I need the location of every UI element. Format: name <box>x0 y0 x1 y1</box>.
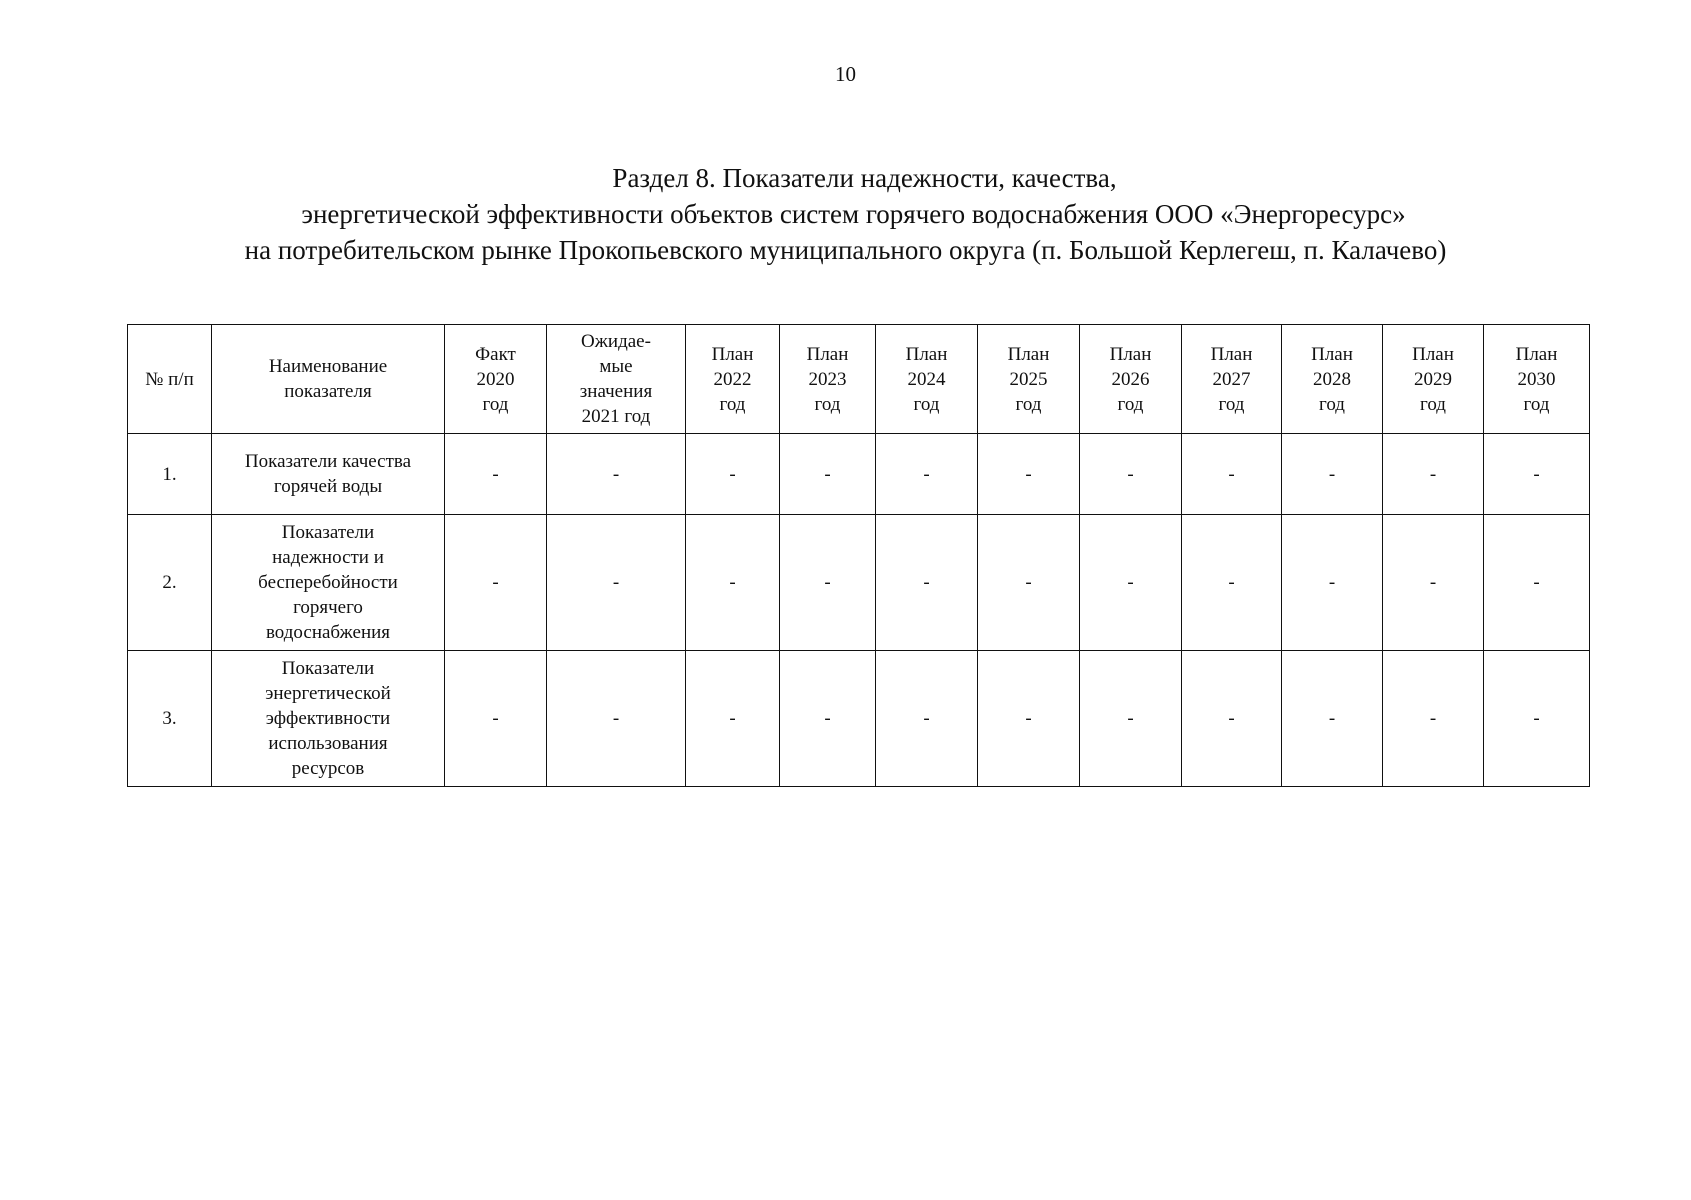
row-indicator-name: Показатели энергетической эффективности использования ресурсов <box>212 651 445 787</box>
row-indicator-name: Показатели качества горячей воды <box>212 434 445 515</box>
section-title-line-1: Раздел 8. Показатели надежности, качества, <box>612 163 1117 193</box>
cell-plan-2028: - <box>1282 515 1383 651</box>
row-number: 2. <box>128 515 212 651</box>
cell-plan-2025: - <box>978 651 1080 787</box>
cell-plan-2024: - <box>876 651 978 787</box>
row-indicator-name: Показатели надежности и бесперебойности горячего водоснабжения <box>212 515 445 651</box>
indicators-table-container <box>127 324 1590 787</box>
cell-plan-2028: - <box>1282 651 1383 787</box>
section-title-line-3: на потребительском рынке Прокопьевского муниципального округа (п. Большой Керлегеш, п. Калачево) <box>244 235 1447 265</box>
cell-plan-2027: - <box>1182 434 1282 515</box>
cell-plan-2023: - <box>780 434 876 515</box>
section-title <box>0 160 1691 268</box>
header-plan-2024: План 2024 год <box>876 325 978 434</box>
cell-fact-2020: - <box>445 434 547 515</box>
cell-expected-2021: - <box>547 651 686 787</box>
cell-plan-2026: - <box>1080 434 1182 515</box>
header-fact-2020: Факт 2020 год <box>445 325 547 434</box>
header-indicator-name: Наименование показателя <box>212 325 445 434</box>
row-number: 3. <box>128 651 212 787</box>
cell-plan-2029: - <box>1383 434 1484 515</box>
table-row <box>128 434 1590 515</box>
cell-plan-2025: - <box>978 515 1080 651</box>
indicators-table <box>127 324 1590 787</box>
cell-plan-2027: - <box>1182 651 1282 787</box>
cell-plan-2022: - <box>686 434 780 515</box>
cell-plan-2028: - <box>1282 434 1383 515</box>
cell-plan-2022: - <box>686 651 780 787</box>
cell-plan-2027: - <box>1182 515 1282 651</box>
cell-plan-2023: - <box>780 651 876 787</box>
table-row <box>128 651 1590 787</box>
header-expected-2021: Ожидае- мые значения 2021 год <box>547 325 686 434</box>
cell-plan-2030: - <box>1484 434 1590 515</box>
cell-plan-2022: - <box>686 515 780 651</box>
cell-fact-2020: - <box>445 651 547 787</box>
cell-plan-2024: - <box>876 434 978 515</box>
section-title-line-2: энергетической эффективности объектов систем горячего водоснабжения ООО «Энергоресурс» <box>301 199 1406 229</box>
cell-plan-2023: - <box>780 515 876 651</box>
cell-expected-2021: - <box>547 434 686 515</box>
table-row <box>128 515 1590 651</box>
header-plan-2029: План 2029 год <box>1383 325 1484 434</box>
cell-plan-2026: - <box>1080 651 1182 787</box>
cell-expected-2021: - <box>547 515 686 651</box>
header-plan-2027: План 2027 год <box>1182 325 1282 434</box>
cell-plan-2024: - <box>876 515 978 651</box>
cell-plan-2029: - <box>1383 515 1484 651</box>
cell-plan-2030: - <box>1484 651 1590 787</box>
header-plan-2023: План 2023 год <box>780 325 876 434</box>
table-header-row <box>128 325 1590 434</box>
header-plan-2026: План 2026 год <box>1080 325 1182 434</box>
cell-plan-2025: - <box>978 434 1080 515</box>
row-number: 1. <box>128 434 212 515</box>
cell-plan-2029: - <box>1383 651 1484 787</box>
header-plan-2028: План 2028 год <box>1282 325 1383 434</box>
cell-plan-2030: - <box>1484 515 1590 651</box>
header-number: № п/п <box>128 325 212 434</box>
cell-plan-2026: - <box>1080 515 1182 651</box>
header-plan-2022: План 2022 год <box>686 325 780 434</box>
header-plan-2025: План 2025 год <box>978 325 1080 434</box>
header-plan-2030: План 2030 год <box>1484 325 1590 434</box>
page-number: 10 <box>835 62 856 86</box>
cell-fact-2020: - <box>445 515 547 651</box>
